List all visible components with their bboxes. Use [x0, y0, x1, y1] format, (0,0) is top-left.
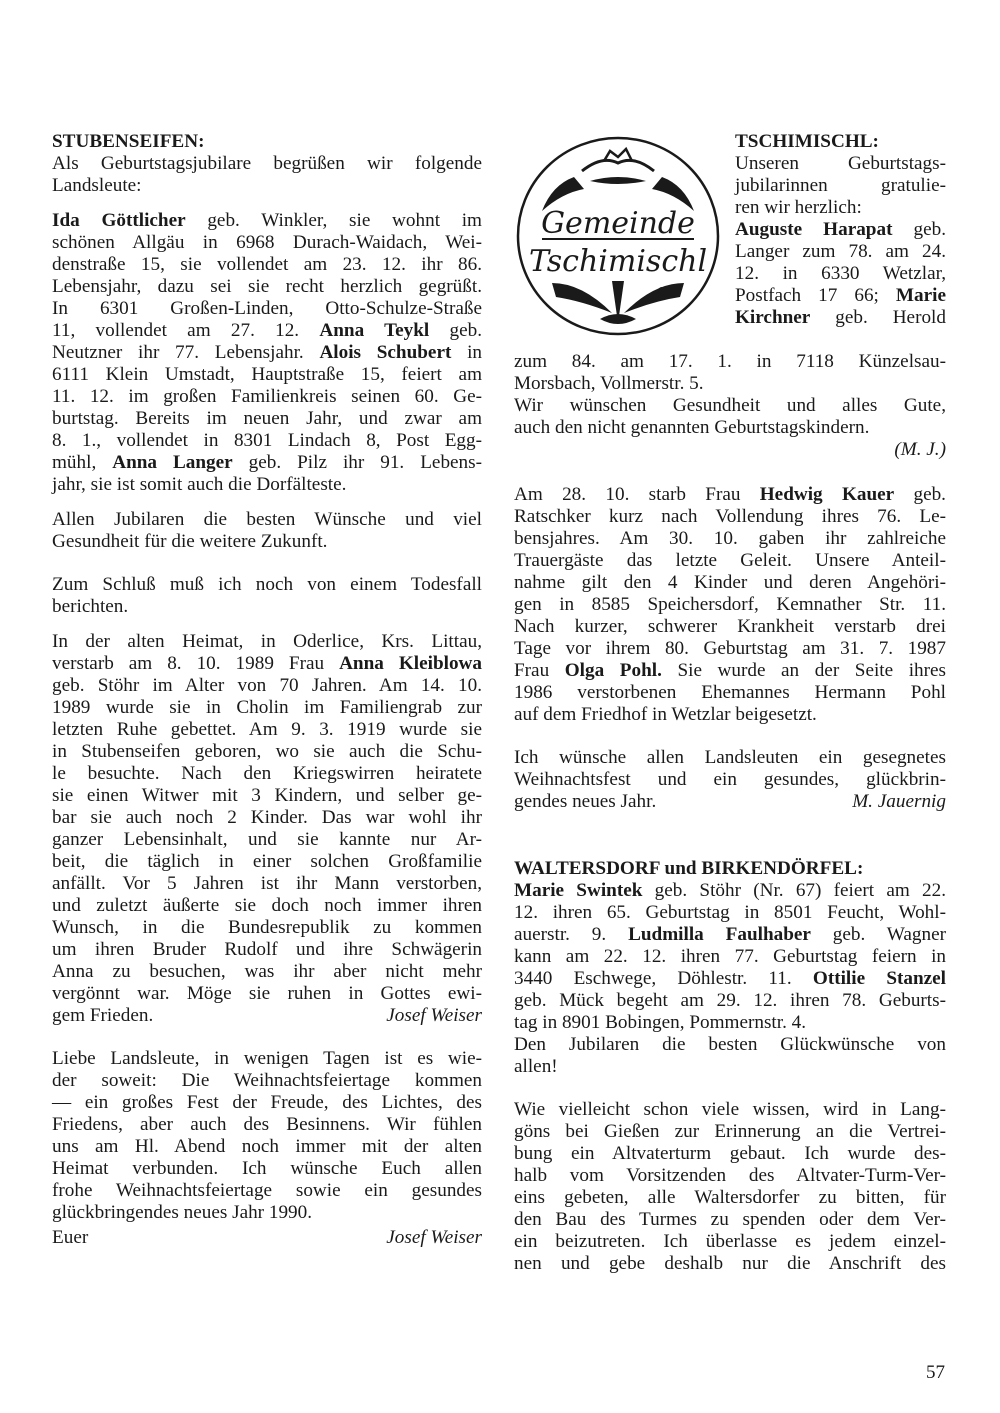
page-number: 57 [926, 1362, 945, 1383]
line-text: geb. Wagner [810, 924, 946, 945]
line-text: jubilarinnen gratulie- [735, 175, 946, 196]
line-text: denstraße 15, sie vollendet am 23. 12. ihr 86. [52, 254, 482, 275]
section-christmas-letter [52, 1048, 482, 1249]
deaths-paragraph [514, 484, 946, 726]
altvaterturm-paragraph [514, 1099, 946, 1275]
text-line [52, 851, 482, 873]
line-text: 8. 1., vollendet in 8301 Lindach 8, Post Egg- [52, 430, 482, 451]
section-heading-waltersdorf: WALTERSDORF und BIRKENDÖRFEL: [514, 858, 864, 879]
text-line [514, 351, 946, 373]
line-text: anfällt. Vor 5 Jahren ist ihr Mann verstorben, [52, 873, 482, 894]
line-text: geb. Herold [810, 307, 946, 328]
text-line [52, 342, 482, 364]
author-signature: M. Jauernig [852, 791, 946, 812]
person-name: Marie [895, 285, 946, 306]
todesfall-intro-line: berichten. [52, 596, 129, 617]
line-text: Frau [514, 660, 565, 681]
person-name: Alois Schubert [319, 342, 452, 363]
greeting-last-text: gendes neues Jahr. [514, 791, 657, 812]
text-line: Wie vielleicht schon viele wissen, wird in Lang- [514, 1099, 946, 1120]
text-line [514, 946, 946, 968]
text-line [52, 653, 482, 675]
section-altvaterturm [514, 1099, 946, 1275]
text-line: nen und gebe deshalb nur die Anschrift des [514, 1253, 946, 1274]
text-line [514, 1056, 946, 1078]
text-line [514, 594, 946, 616]
person-name: Anna Kleiblowa [339, 653, 482, 674]
text-line: halb vom Vorsitzenden des Altvater-Turm-Ver- [514, 1165, 946, 1186]
text-line [735, 153, 946, 175]
text-line [735, 175, 946, 197]
line-text: verstarb am 8. 10. 1989 Frau [52, 653, 340, 674]
author-signature: (M. J.) [894, 439, 946, 460]
section-greeting [514, 747, 946, 813]
wishes-line: Gesundheit für die weitere Zukunft. [52, 531, 328, 552]
letter-closing: Euer [52, 1227, 89, 1248]
text-line [514, 704, 946, 726]
line-text: In 6301 Großen-Linden, Otto-Schulze-Straße [52, 298, 482, 319]
text-line [52, 386, 482, 408]
text-line: eins gebeten, alle Waltersdorfer zu bitten, für [514, 1187, 946, 1208]
greeting-line: Ich wünsche allen Landsleuten ein gesegnetes [514, 747, 946, 768]
line-text: ganzer Lebensinhalt, und sie kannte nur Ar- [52, 829, 482, 850]
line-text: Unseren Geburtstags- [735, 153, 946, 174]
line-text: sie einen Witwer mit 3 Kindern, und selber ge- [52, 785, 482, 806]
tschimischl-narrow-paragraph [735, 153, 946, 329]
line-text: Trauergäste das letzte Geleit. Unsere Anteil- [514, 550, 946, 571]
text-line [52, 254, 482, 276]
person-name: Hedwig Kauer [759, 484, 895, 505]
line-text: beit, die täglich in einer solchen Großfamilie [52, 851, 482, 872]
line-text: 1989 wurde sie in Cholin im Familiengrab zur [52, 697, 482, 718]
line-text: Wunsch, in die Bundesrepublik zu kommen [52, 917, 482, 938]
text-line [52, 829, 482, 851]
text-line: ein beizutreten. Ich überlasse es jedem einzel- [514, 1231, 946, 1252]
text-line [514, 417, 946, 439]
line-text: vergönnt war. Möge sie ruhen in Gottes ewi- [52, 983, 482, 1004]
line-text: In der alten Heimat, in Oderlice, Krs. Littau, [52, 631, 482, 652]
text-line [514, 660, 946, 682]
person-name: Ida Göttlicher [52, 210, 186, 231]
line-text: 12. ihren 65. Geburtstag in 8501 Feucht, Wohl- [514, 902, 946, 923]
line-text: Sie wurde an der Seite ihres [661, 660, 947, 681]
text-line [514, 1034, 946, 1056]
section-heading-tschimischl: TSCHIMISCHL: [735, 131, 879, 152]
line-text: bensjahres. Am 30. 10. gaben ihr zahlreiche [514, 528, 946, 549]
line-text: le besuchte. Nach den Kriegswirren heiratete [52, 763, 482, 784]
line-text: in Stubenseifen geboren, wo sie auch die Schu- [52, 741, 482, 762]
text-line [52, 364, 482, 386]
right-column [514, 351, 946, 1275]
text-line: der soweit: Die Weihnachtsfeiertage kommen [52, 1070, 482, 1091]
text-line [52, 430, 482, 452]
text-line [514, 902, 946, 924]
obituary-paragraph [52, 631, 482, 1005]
line-text: letzten Ruhe gebettet. Am 9. 3. 1919 wurde sie [52, 719, 482, 740]
seal-emblem-icon [512, 133, 724, 339]
text-line [52, 210, 482, 232]
text-line [52, 474, 482, 496]
text-line [514, 880, 946, 902]
line-text: Am 28. 10. starb Frau [514, 484, 760, 505]
left-column [52, 131, 482, 1249]
christmas-letter-paragraph [52, 1048, 482, 1224]
obituary-last-text: gem Frieden. [52, 1005, 154, 1026]
text-line [52, 873, 482, 895]
text-line [514, 550, 946, 572]
text-line [52, 741, 482, 763]
line-text: Neutzner ihr 77. Lebensjahr. [52, 342, 320, 363]
line-text: auf dem Friedhof in Wetzlar beigesetzt. [514, 704, 817, 725]
person-name: Anna Langer [112, 452, 233, 473]
gemeinde-tschimischl-seal [512, 133, 724, 339]
intro-line: Als Geburtstagsjubilare begrüßen wir folgende [52, 153, 482, 174]
line-text: geb. [892, 219, 946, 240]
text-line [52, 763, 482, 785]
line-text: auerstr. 9. [514, 924, 629, 945]
text-line [52, 276, 482, 298]
text-line [52, 697, 482, 719]
line-text: auch den nicht genannten Geburtstagskindern. [514, 417, 870, 438]
line-text: geb. Winkler, sie wohnt im [185, 210, 482, 231]
line-text: 11, vollendet am 27. 12. [52, 320, 320, 341]
line-text: geb. Stöhr (Nr. 67) feiert am 22. [642, 880, 946, 901]
text-line [52, 917, 482, 939]
text-line [735, 307, 946, 329]
line-text: und zuletzt äußerte sie doch noch immer ihren [52, 895, 482, 916]
line-text: um ihren Bruder Rudolf und ihre Schwägerin [52, 939, 482, 960]
text-line [514, 968, 946, 990]
text-line [52, 939, 482, 961]
author-signature: Josef Weiser [386, 1005, 482, 1026]
line-text: geb. Stöhr im Alter von 70 Jahren. Am 14. 10. [52, 675, 482, 696]
text-line: Liebe Landsleute, in wenigen Tagen ist es wie- [52, 1048, 482, 1069]
text-line [514, 506, 946, 528]
text-line [52, 320, 482, 342]
text-line: — ein großes Fest der Freude, des Lichtes, des [52, 1092, 482, 1113]
line-text: 1986 verstorbenen Ehemannes Hermann Pohl [514, 682, 946, 703]
line-text: Nach kurzer, schwerer Krankheit verstarb drei [514, 616, 946, 637]
text-line [514, 528, 946, 550]
line-text: geb. [429, 320, 482, 341]
text-line [514, 616, 946, 638]
text-line [735, 285, 946, 307]
person-name: Olga Pohl. [564, 660, 662, 681]
person-name: Kirchner [735, 307, 811, 328]
line-text: kann am 22. 12. ihren 77. Geburtstag feiern in [514, 946, 946, 967]
text-line [52, 983, 482, 1005]
text-line: Friedens, aber auch des Besinnens. Wir fühlen [52, 1114, 482, 1135]
line-text: tag in 8901 Bobingen, Pommernstr. 4. [514, 1012, 807, 1033]
line-text: jahr, sie ist somit auch die Dorfälteste. [52, 474, 347, 495]
line-text: Wir wünschen Gesundheit und alles Gute, [514, 395, 946, 416]
text-line: uns am Hl. Abend noch immer mit der alten [52, 1136, 482, 1157]
greeting-line: Weihnachtsfest und ein gesundes, glückbrin- [514, 769, 946, 790]
line-text: 3440 Eschwege, Döhlestr. 11. [514, 968, 813, 989]
line-text: nahme gilt den 4 Kinder und deren Angehöri- [514, 572, 946, 593]
text-line: göns bei Gießen zur Erinnerung an die Vertrei- [514, 1121, 946, 1142]
text-line [52, 452, 482, 474]
text-line [514, 682, 946, 704]
text-line [514, 373, 946, 395]
text-line [735, 241, 946, 263]
person-name: Ottilie Stanzel [812, 968, 947, 989]
obituary-closing-line [52, 1005, 482, 1027]
text-line [514, 924, 946, 946]
text-line [735, 197, 946, 219]
line-text: gen in 8585 Speichersdorf, Kemnather Str. 11. [514, 594, 946, 615]
text-line [514, 484, 946, 506]
text-line [514, 638, 946, 660]
text-line [52, 298, 482, 320]
line-text: Morsbach, Vollmerstr. 5. [514, 373, 704, 394]
line-text: geb. Mück begeht am 29. 12. ihren 78. Geburts- [514, 990, 946, 1011]
greeting-closing-line [514, 791, 946, 813]
text-line [52, 408, 482, 430]
text-line [514, 990, 946, 1012]
line-text: in [451, 342, 482, 363]
text-line [735, 219, 946, 241]
person-name: Anna Teykl [319, 320, 430, 341]
text-line [52, 719, 482, 741]
line-text: schönen Allgäu in 6968 Durach-Waidach, Wei- [52, 232, 482, 253]
section-stubenseifen [52, 131, 482, 1027]
text-line [52, 807, 482, 829]
text-line [52, 895, 482, 917]
text-line [514, 572, 946, 594]
wishes-line: Allen Jubilaren die besten Wünsche und viel [52, 509, 482, 530]
line-text: 11. 12. im großen Familienkreis seinen 60. Ge- [52, 386, 482, 407]
text-line [735, 263, 946, 285]
text-line: frohe Weihnachtsfeiertage sowie ein gesundes [52, 1180, 482, 1201]
line-text: bar sie auch noch 2 Kinder. Das war wohl ihr [52, 807, 482, 828]
svg-text:Gemeinde: Gemeinde [541, 206, 695, 241]
waltersdorf-paragraph [514, 880, 946, 1078]
section-waltersdorf [514, 858, 946, 1078]
text-line [52, 675, 482, 697]
tschimischl-full-paragraph [514, 351, 946, 439]
line-text: geb. Pilz ihr 91. Lebens- [232, 452, 482, 473]
text-line: den Bau des Turmes zu spenden oder dem Ver- [514, 1209, 946, 1230]
letter-closing-line [52, 1227, 482, 1249]
line-text: 6111 Klein Umstadt, Hauptstraße 15, feiert am [52, 364, 482, 385]
todesfall-intro-line: Zum Schluß muß ich noch von einem Todesfall [52, 574, 482, 595]
text-line [52, 785, 482, 807]
line-text: Ratschker kurz nach Vollendung ihres 76. Le- [514, 506, 946, 527]
line-text: 12. in 6330 Wetzlar, [735, 263, 946, 284]
text-line: Heimat verbunden. Ich wünsche Euch allen [52, 1158, 482, 1179]
line-text: Anna zu besuchen, was ihr aber nicht mehr [52, 961, 482, 982]
line-text: ren wir herzlich: [735, 197, 862, 218]
text-line: bung ein Altvaterturm gebaut. Ich wurde des- [514, 1143, 946, 1164]
section-heading-stubenseifen: STUBENSEIFEN: [52, 131, 205, 152]
jubilare-paragraph [52, 210, 482, 496]
text-line: glückbringendes neues Jahr 1990. [52, 1202, 313, 1223]
line-text: Langer zum 78. am 24. [735, 241, 946, 262]
text-line [52, 232, 482, 254]
intro-line: Landsleute: [52, 175, 142, 196]
line-text: Lebensjahr, dazu sei sie recht herzlich gegrüßt. [52, 276, 482, 297]
line-text: zum 84. am 17. 1. in 7118 Künzelsau- [514, 351, 946, 372]
person-name: Ludmilla Faulhaber [628, 924, 811, 945]
text-line [514, 1012, 946, 1034]
line-text: burtstag. Bereits im neuen Jahr, und zwar am [52, 408, 482, 429]
line-text: geb. [894, 484, 946, 505]
line-text: Postfach 17 66; [735, 285, 896, 306]
line-text: mühl, [52, 452, 113, 473]
section-tschimischl [735, 131, 946, 329]
svg-text:Tschimischl: Tschimischl [528, 244, 708, 279]
line-text: allen! [514, 1056, 558, 1077]
author-signature: Josef Weiser [386, 1227, 482, 1248]
text-line [52, 961, 482, 983]
person-name: Auguste Harapat [735, 219, 893, 240]
line-text: Tage vor ihrem 80. Geburtstag am 31. 7. 1987 [514, 638, 946, 659]
text-line [514, 395, 946, 417]
line-text: Den Jubilaren die besten Glückwünsche von [514, 1034, 946, 1055]
text-line [52, 631, 482, 653]
person-name: Marie Swintek [514, 880, 643, 901]
